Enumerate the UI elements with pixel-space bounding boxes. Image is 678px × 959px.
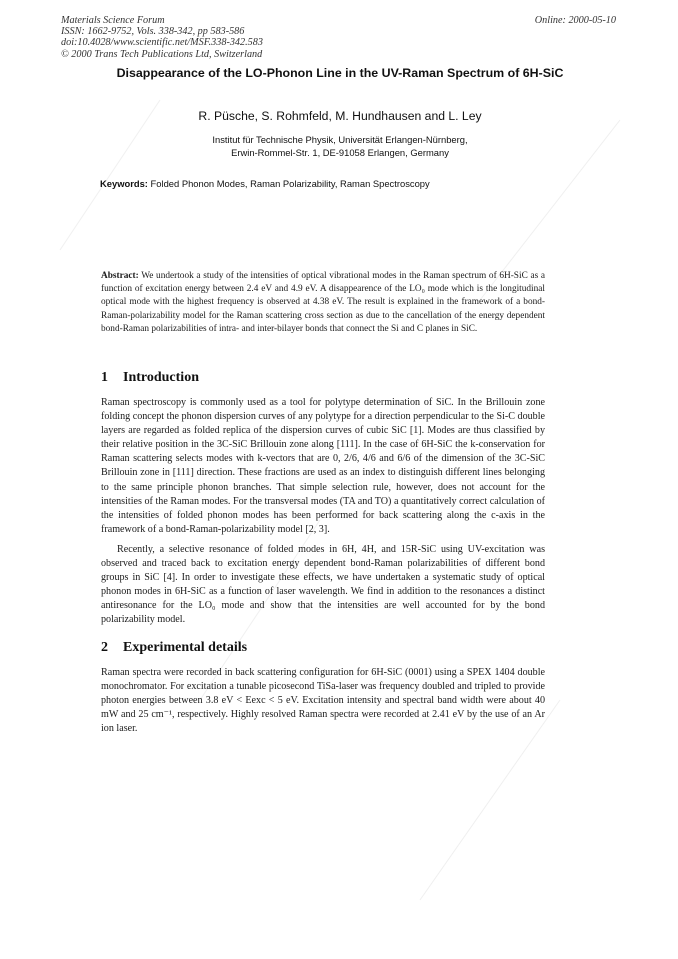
section-heading-experimental: [101, 640, 247, 656]
issn-line: ISSN: 1662-9752, Vols. 338-342, pp 583-586: [61, 26, 245, 38]
affiliation: [90, 134, 590, 159]
affiliation-line-2: Erwin-Rommel-Str. 1, DE-91058 Erlangen, Germany: [231, 146, 449, 158]
paper-authors: R. Püsche, S. Rohmfeld, M. Hundhausen and L. Ley: [198, 109, 482, 123]
affiliation-line-1: Institut für Technische Physik, Universität Erlangen-Nürnberg,: [212, 134, 468, 145]
section-title: Introduction: [123, 370, 199, 385]
publication-info: [61, 15, 263, 60]
abstract-text: We undertook a study of the intensities of optical vibrational modes in the Raman spectrum of 6H-SiC as a function of excitation energy between 2.4 eV and 4.9 eV. A disappearence of the LO₀ mode which is the longitudinal optical mode with the highest frequency is observed at 4.38 eV. The result is explained in the framework of a bond-Raman-polarizability model for the Raman scattering cross section as due to the cancellation of the energy dependent bond-Raman polarizabilities of intra- and inter-bilayer bonds that connect the Si and C planes in SiC.: [101, 271, 545, 334]
keywords-text: Folded Phonon Modes, Raman Polarizability, Raman Spectroscopy: [150, 178, 430, 189]
keywords-label: Keywords:: [100, 178, 148, 189]
experimental-paragraph-1: Raman spectra were recorded in back scattering configuration for 6H-SiC (0001) using a SPEX 1404 double monochromator. For excitation a tunable picosecond TiSa-laser was frequency doubled and tripled to provide photon energies between 3.8 eV < Eexc < 5 eV. Excitation intensity and spectral band width were about 40 mW and 25 cm⁻¹, respectively. Highly resolved Raman spectra were recorded at 2.41 eV by the use of an Ar ion laser.: [101, 667, 545, 735]
section-number: 2: [101, 640, 108, 655]
section-number: 1: [101, 370, 108, 385]
section-title: Experimental details: [123, 640, 248, 655]
section-heading-introduction: [101, 370, 199, 386]
doi-line[interactable]: doi:10.4028/www.scientific.net/MSF.338-342.583: [61, 37, 263, 49]
abstract-label: Abstract:: [101, 271, 139, 281]
keywords: [100, 178, 430, 189]
introduction-paragraph-2: Recently, a selective resonance of folded modes in 6H, 4H, and 15R-SiC using UV-excitation was observed and traced back to excitation energy dependent bond-Raman polarizabilities of different bond groups in SiC [4]. In order to investigate these effects, we have undertaken a systematic study of optical phonon modes in 6H-SiC as a function of laser wavelength. We find in addition to the resonances a distinct antiresonance for the LO₀ mode and show that the intensities are well accounted for by the bond polarizability model.: [101, 544, 545, 626]
paper-title: Disappearance of the LO-Phonon Line in the UV-Raman Spectrum of 6H-SiC: [116, 66, 564, 80]
copyright-line: © 2000 Trans Tech Publications Ltd, Switzerland: [61, 48, 263, 60]
online-date: Online: 2000-05-10: [534, 15, 616, 26]
journal-name: Materials Science Forum: [61, 15, 165, 26]
abstract: [101, 270, 545, 336]
introduction-paragraph-1: Raman spectroscopy is commonly used as a tool for polytype determination of SiC. In the Brillouin zone folding concept the phonon dispersion curves of any polytype for a direction perpendicular to the Si-C double layers are regarded as folded replica of the dispersion curves of cubic SiC [1]. Modes are thus classified by their relative position in the 3C-SiC Brillouin zone along [111]. In the case of 6H-SiC the k-conservation for Raman scattering selects modes with k-vectors that are 0, 2/6, 4/6 and 6/6 of the dimension of the 3C-SiC Brillouin zone in [111] direction. These fractions are used as an index to distinguish different lines belonging to the same principle phonon branches. That simple selection rule, however, does not account for the intensities of the Raman modes. For the transversal modes (TA and TO) a quantitatively correct calculation of the intensities of folded phonon modes has been performed for back scattering along the c-axis in the framework of a bond-Raman-polarizability model [2, 3].: [101, 397, 545, 535]
